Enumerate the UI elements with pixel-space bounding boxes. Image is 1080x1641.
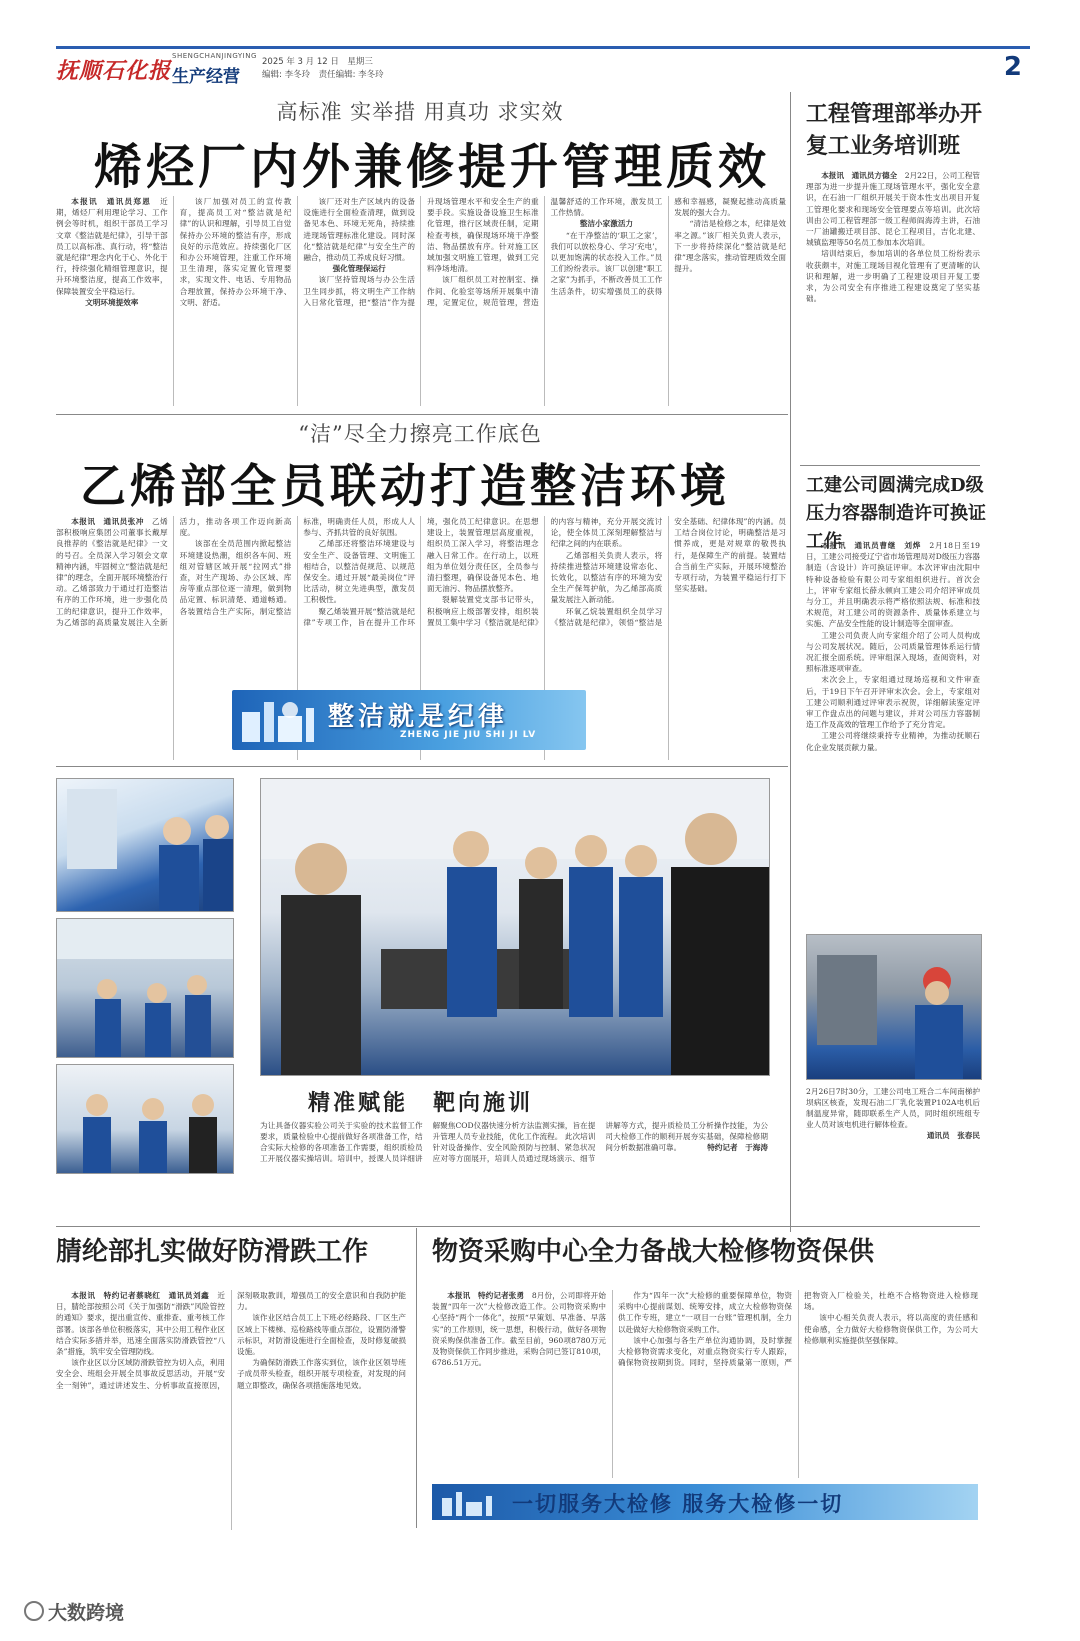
article4-body: 本报讯 特约记者张勇 8月份，公司即将开始装置“四年一次”大检修改造工作。公司物资采购中心坚持“两个一体化”，按照“早策划、早准备、早落实”的工作原则，统一思想，积极行动，做好各项物资采购保供准备工作。截至目前，960项8780万元及物资保供工作同步推进，采购合同已签订810项，6786.51万元。 作为“四年一次”大检修的重要保障单位，物资采购中心提前谋划、统筹安排，成立大检修物资保供工作专班，建立“一项目一台账”管理机制，全力以赴做好大检修物资采购工作。 该中心加强与各生产单位沟通协调，及时掌握大检修物资需求变化，对重点物资实行专人跟踪，确保物资按期到货。同时，坚持质量第一原则，严把物资入厂检验关，杜绝不合格物资进入检修现场。 该中心相关负责人表示，将以高度的责任感和使命感，全力做好大检修物资保供工作，为公司大检修顺利实施提供坚强保障。 — [432, 1291, 978, 1368]
photo-figures — [261, 779, 769, 1075]
factory-skyline-icon — [440, 1488, 504, 1516]
article3-headline: 腈纶部扎实做好防滑跌工作 — [56, 1237, 369, 1267]
banner-title: 整洁就是纪律 — [328, 702, 509, 732]
photo-figures — [57, 779, 233, 911]
banner-pinyin: ZHENG JIE JIU SHI JI LV — [400, 730, 537, 740]
issue-editors: 编辑: 李冬玲 责任编辑: 李冬玲 — [262, 70, 384, 80]
right2-headline: 工建公司圆满完成D级压力容器制造许可换证工作 — [806, 475, 986, 552]
section-title: 生产经营 — [172, 67, 240, 87]
discipline-banner — [232, 690, 586, 750]
page-number: 2 — [1003, 52, 1022, 82]
issue-meta — [262, 56, 384, 82]
article2-body: 本报讯 通讯员张冲 乙烯部积极响应集团公司董事长戴厚良推荐的《整洁就是纪律》一文的号召。全员深入学习领会文章精神内涵，牢固树立“整洁就是纪律”的理念，全面开展环境整治行动。乙烯部致力于通过打造整洁有序的工作环境，进一步强化员工的纪律意识，提升工作效率，为乙烯部的高质量发展注入全新活力，推动各项工作迈向新高度。 该部在全员范围内掀起整洁环境建设热潮，组织各车间、班组对管辖区域开展“拉网式”排查，对生产现场、办公区域、库房等重点部位逐一清理，做到物品定置、标识清楚、通道畅通。各装置结合生产实际，制定整洁标准，明确责任人员，形成人人参与、齐抓共管的良好氛围。 乙烯部还将整洁环境建设与安全生产、设备管理、文明施工相结合，以整洁促规范、以规范保安全。通过开展“最美岗位”评比活动，树立先进典型，激发员工积极性。 聚乙烯装置开展“整洁就是纪律”专项工作，旨在提升工作环境，强化员工纪律意识。在思想建设上，装置管理层高度重视，组织员工深入学习，将整洁理念融入日常工作。在行动上，以班组为单位划分责任区，全员参与清扫整理，确保设备见本色、地面无油污、物品摆放整齐。 裂解装置党支部书记带头，积极响应上级部署安排，组织装置员工集中学习《整洁就是纪律》的内容与精神，充分开展交流讨论，使全体员工深刻理解整洁与纪律之间的内在联系。 乙烯部相关负责人表示，将持续推进整洁环境建设常态化、长效化，以整洁有序的环境为安全生产保驾护航，为乙烯部高质量发展注入新动能。 环氧乙烷装置组织全员学习《整洁就是纪律》，领悟“整洁是安全基础、纪律体现”的内涵。员工结合岗位讨论，明确整洁是习惯养成，更是对规章的敬畏执行，是保障生产的前提。装置结合当前生产实际，开展环境整治专项行动，为装置平稳运行打下坚实基础。 — [56, 517, 786, 627]
column-divider — [416, 1228, 417, 1528]
bottom-banner-text: 一切服务大检修 服务大检修一切 — [512, 1492, 844, 1516]
article1-subhead: 文明环境提效率 — [85, 297, 139, 307]
article1-body: 本报讯 通讯员郑恩 近期，烯烃厂利用理论学习、工作例会等时机，组织干部员工学习文章《整洁就是纪律》，引导干部员工以高标准、真行动，将“整洁就是纪律”理念内化于心、外化于行，持续强化精细管理意识，提升环境整洁度，提高工作效率，保障装置安全平稳运行。 文明环境提效率 该厂加强对员工的宣传教育，提高员工对“整洁就是纪律”的认识和理解，引导员工自觉保持办公环境的整洁有序，形成良好的示范效应。持续强化厂区和办公环境管理，注重工作环境卫生清理，落实定置化管理要求，实现文件、电话、专用物品合理放置，保持办公环境干净、文明、舒适。 该厂还对生产区域内的设备设施进行全面检查清理，做到设备见本色、环境无死角，持续推进现场管理标准化建设。同时深化“整洁就是纪律”与安全生产的融合，推动员工养成良好习惯。 强化管理保运行 该厂坚持管现场与办公生活卫生同步抓，将文明生产工作纳入日常化管理，把“整洁”作为提升现场管理水平和安全生产的重要手段。实施设备设施卫生标准化管理，推行区域责任制，定期检查考核，确保现场环境干净整洁、物品摆放有序。针对施工区域加强文明施工管理，做到工完料净场地清。 该厂组织员工对控制室、操作间、化验室等场所开展集中清理，定置定位，规范管理，营造温馨舒适的工作环境，激发员工工作热情。 整洁小家激活力 “在干净整洁的‘职工之家’，我们可以放松身心、学习‘充电’，以更加饱满的状态投入工作。”员工们纷纷表示。该厂以创建“职工之家”为抓手，不断改善员工工作生活条件，切实增强员工的获得感和幸福感，凝聚起推动高质量发展的强大合力。 “清洁是检修之本，纪律是效率之源。”该厂相关负责人表示，下一步将持续深化“整洁就是纪律”理念落实，推动管理质效全面提升。 — [56, 197, 786, 307]
photo-figures — [57, 1065, 233, 1173]
right2-byline: 本报讯 通讯员曹继 刘烨 — [821, 541, 922, 550]
article1-byline: 本报讯 通讯员郑恩 — [71, 197, 152, 206]
training-photo — [56, 918, 234, 1058]
photo-feature-byline: 特约记者 于海涛 — [707, 1143, 768, 1152]
bottom-banner — [432, 1484, 978, 1520]
article3-body: 本报讯 特约记者蔡晓红 通讯员刘鑫 近日，腈纶部按照公司《关于加强防“滑跌”风险管控的通知》要求，提出重宣传、重排查、重考核工作部署。该部各单位积极落实，其中公用工程作业区结合实际多措并举，迅速全面落实防滑跌管控“八条”措施，筑牢安全管理防线。 该作业区以分区域防滑跌管控为切入点，利用安全会、班组会开展全员事故反思活动，开展“安全一刻钟”，通过讲述发生、分析事故直接原因，深刻吸取教训，增强员工的安全意识和自我防护能力。 该作业区结合员工上下班必经路段、厂区生产区域上下楼梯、巡检路线等重点部位，设置防滑警示标识，对防滑设施进行全面检查，及时修复破损设施。 为确保防滑跌工作落实到位，该作业区领导班子成员带头检查，组织开展专项检查，对发现的问题立即整改，确保各项措施落地见效。 — [56, 1291, 406, 1390]
lab-photo — [56, 778, 234, 912]
watermark-logo-icon — [24, 1601, 44, 1621]
section-divider — [56, 766, 788, 767]
issue-date: 2025 年 3 月 12 日 星期三 — [262, 57, 373, 67]
article1-headline: 烯烃厂内外兼修提升管理质效 — [94, 139, 771, 195]
article1-subhead: 整洁小家激活力 — [579, 219, 634, 229]
article3-byline: 本报讯 特约记者蔡晓红 通讯员刘鑫 — [71, 1291, 210, 1300]
article2-byline: 本报讯 通讯员张冲 — [71, 517, 144, 526]
section-pinyin: SHENGCHANJINGYING — [172, 52, 257, 60]
factory-illustration-icon — [238, 694, 324, 746]
group-photo — [56, 1064, 234, 1174]
article1-subhead: 强化管理保运行 — [332, 264, 386, 274]
photo-feature-title: 精准赋能 靶向施训 — [308, 1090, 534, 1116]
column-divider — [790, 92, 791, 1232]
right2-caption-byline: 通讯员 张春民 — [926, 1131, 980, 1140]
photo-figures — [57, 919, 233, 1057]
right2-body: 本报讯 通讯员曹继 刘烨 2月18日至19日，工建公司接受辽宁省市场管理局对D级压力容器制造（含设计）许可换证评审。本次评审由沈阳中特种设备检验有限公司专家组组织进行。首次会上，评审专家组长薛永顿向工建公司介绍评审成员与分工，并且明确表示将严格依照法规、标准和技术规范，对工建公司的资源条件、质量体系建立与实施、产品安全性能的设计制造等全面审查。 工建公司负责人向专家组介绍了公司人员构成与公司发展状况。随后，公司质量管理体系运行情况汇报全面系统。评审组深入现场，查阅资料，对照标准逐项审查。 末次会上，专家组通过现场巡视和文件审查后，于19日下午召开评审末次会。会上，专家组对工建公司顺利通过评审表示祝贺，详细解读鉴定评审工作盘点出的问题与建议，并对公司压力容器制造工作及高效的管理工作给予了充分肯定。 工建公司将继续秉持专业精神，为推动抚顺石化企业发展贡献力量。 — [806, 541, 980, 752]
article4-byline: 本报讯 特约记者张勇 — [447, 1291, 525, 1300]
section-divider — [56, 1226, 980, 1227]
masthead-rule — [56, 46, 1030, 49]
article2-headline: 乙烯部全员联动打造整洁环境 — [80, 459, 730, 513]
right2-caption: 2月26日7时30分，工建公司电工班合二车间南梯护坝病区核查，发现石油二厂乳化装置P102A电机后制温度异常，随即联系生产人员，同时组织班组专业人员对该电机进行解体检查。 通讯员 张春民 — [806, 1087, 980, 1140]
worker-photo — [806, 934, 982, 1080]
watermark: 大数跨境 — [24, 1598, 124, 1625]
right1-body: 本报讯 通讯员方德全 2月22日，公司工程管理部为进一步提升施工现场管理水平，强化安全意识，在石油一厂组织开展关于资本性支出项目开复工管理化要求和现场安全管理要点等培训。此次培训由公司工程管理部一级工程师阎海涛主讲，石油一厂油罐搬迁项目部、昆仑工程项目，吉化北建、城镇监理等50名员工参加本次培训。 培训结束后，参加培训的各单位员工纷纷表示收获颇丰，对施工现场目视化管理有了更清晰的认识和理解，进一步明确了工程建设项目开复工要求，为公司安全有序推进工程建设奠定了坚实基础。 — [806, 171, 980, 304]
right1-headline: 工程管理部举办开复工业务培训班 — [806, 101, 983, 159]
section-divider — [800, 465, 980, 466]
main-training-photo — [260, 778, 770, 1076]
photo-feature-body: 为让具备仪器实验公司关于实验的技术监督工作要求，质量检验中心提前做好各项准备工作，结合实际大检修的各项准备工作需要，组织质检员工开展仪器实操培训。培训中，授课人员详细讲解聚焦COD仪器快速分析方法监测实操，旨在提升管理人员专业技能，优化工作流程。 此次培训针对设备操作、安全风险预防与控制、紧急状况应对等方面展开，培训人员通过现场演示、细节讲解等方式，提升质检员工分析操作技能，为公司大检修工作的顺利开展夯实基础，保障检修期间分析数据准确可靠。 特约记者 于海涛 — [260, 1121, 768, 1163]
article2-kicker: “洁”尽全力擦亮工作底色 — [298, 422, 542, 446]
article4-headline: 物资采购中心全力备战大检修物资保供 — [432, 1237, 875, 1267]
right1-byline: 本报讯 通讯员方德全 — [821, 171, 898, 180]
article1-kicker: 高标准 实举措 用真功 求实效 — [276, 100, 564, 124]
photo-figures — [807, 935, 981, 1079]
section-divider — [56, 414, 788, 415]
newspaper-logo: 抚顺石化报 — [56, 58, 172, 84]
